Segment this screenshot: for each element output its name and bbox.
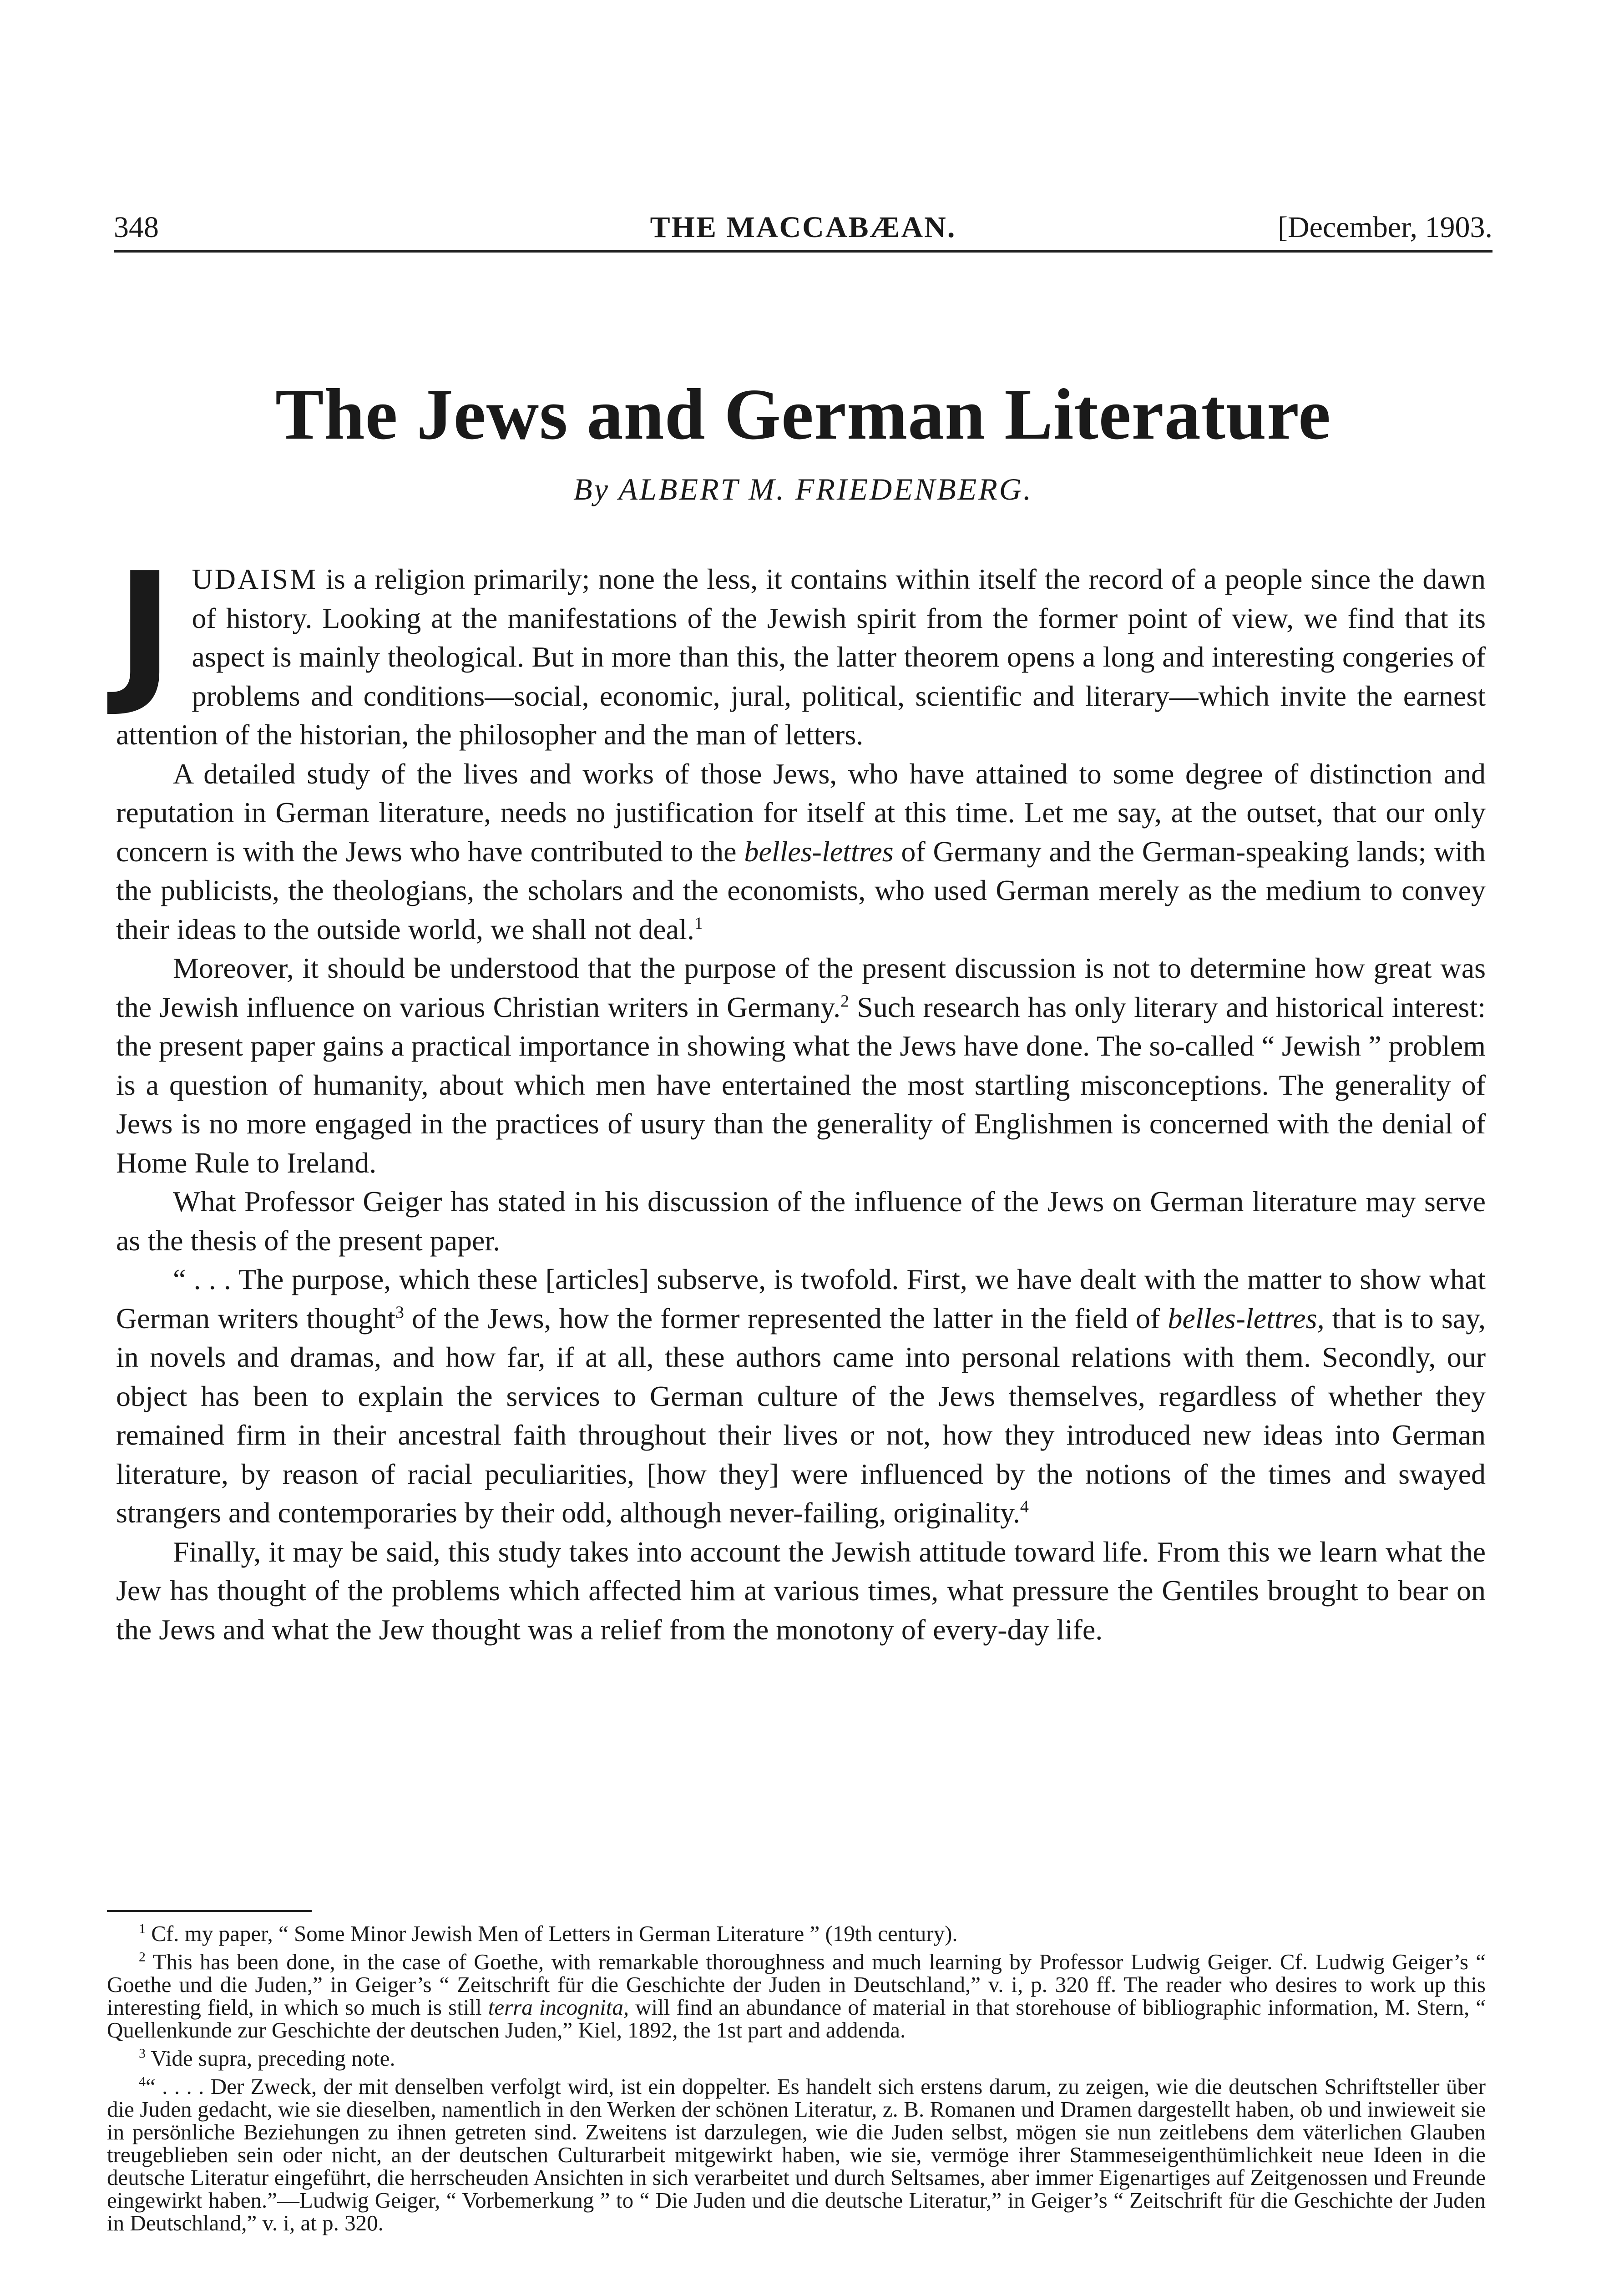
footnote-text: will find an abundance of material in that storehouse of bibliographic information, M. Stern, “ Quellenkunde zur Geschichte der deutschen Juden,” Kiel, 1892, the 1st part and addenda.	[107, 1995, 1486, 2042]
emphasis: terra incognita,	[488, 1995, 629, 2020]
footnotes	[107, 1922, 1486, 2240]
footnote-1	[107, 1922, 1486, 1945]
emphasis: belles-lettres,	[1168, 1302, 1325, 1335]
article-title: The Jews and German Literature	[275, 374, 1331, 455]
paragraph-text: that is to say, in novels and dramas, and how far, if at all, these authors came into personal relations with them. Secondly, our object has been to explain the services to German culture of the Jews themselves, regardless of whether they remained firm in their ancestral faith throughout their lives or not, how they introduced new ideas into German literature, by reason of racial peculiarities, [how they] were influenced by the notions of the times and swayed strangers and contemporaries by their odd, although never-failing, originality.	[116, 1302, 1486, 1529]
paragraph-text: A detailed study of the lives and works of those Jews, who have attained to some degree of distinction and reputation in German literature, needs no justification for itself at this time. Let me say, at the outset, that our only concern is with the Jews who have contributed to the	[116, 757, 1486, 868]
author-name: ALBERT M. FRIEDENBERG.	[618, 472, 1033, 506]
paragraph-text: “ . . . The purpose, which these [articles] subserve, is twofold. First, we have dealt with the matter to show what German writers thought	[116, 1263, 1486, 1335]
footnote-ref[interactable]: 2	[840, 991, 850, 1011]
footnote-marker: 3	[139, 2046, 146, 2061]
footnote-4	[107, 2075, 1486, 2235]
paragraph-text: What Professor Geiger has stated in his discussion of the influence of the Jews on German literature may serve as the thesis of the present paper.	[116, 1185, 1486, 1257]
issue-date: [December, 1903.	[1278, 211, 1492, 244]
page-number: 348	[114, 211, 159, 244]
paragraph-text: of the Jews, how the former represented the latter in the field of	[404, 1302, 1168, 1335]
footnote-ref[interactable]: 3	[395, 1303, 404, 1322]
paragraph-4	[116, 1182, 1486, 1260]
paragraph-1	[116, 540, 1486, 754]
drop-cap: J	[116, 540, 174, 720]
article-body	[116, 540, 1486, 1649]
journal-title: THE MACCABÆAN.	[650, 211, 956, 244]
lead-in: UDAISM	[192, 563, 318, 595]
footnote-text: Cf. my paper, “ Some Minor Jewish Men of Letters in German Literature ” (19th century).	[146, 1921, 958, 1946]
footnote-2	[107, 1951, 1486, 2042]
paragraph-6	[116, 1532, 1486, 1649]
byline-prefix: By	[573, 472, 610, 506]
footnote-marker: 4	[139, 2074, 146, 2089]
footnote-ref[interactable]: 4	[1020, 1497, 1029, 1517]
footnote-marker: 1	[139, 1921, 146, 1936]
footnote-ref[interactable]: 1	[694, 914, 703, 933]
paragraph-text: Finally, it may be said, this study takes into account the Jewish attitude toward life. From this we learn what the Jew has thought of the problems which affected him at various times, what pressure the Gentiles brought to bear on the Jews and what the Jew thought was a relief from the monotony of every-day life.	[116, 1535, 1486, 1646]
paragraph-text: Moreover, it should be understood that the purpose of the present discussion is not to determine how great was the Jewish influence on various Christian writers in Germany.	[116, 952, 1486, 1023]
paragraph-text: of Germany and the German-speaking lands; with the publicists, the theologians, the scholars and the economists, who used German merely as the medium to convey their ideas to the outside world, we shall not deal.	[116, 835, 1486, 945]
footnote-text: Vide supra, preceding note.	[146, 2046, 395, 2071]
emphasis: belles-lettres	[744, 835, 894, 868]
paragraph-2	[116, 754, 1486, 949]
paragraph-3	[116, 949, 1486, 1182]
footnote-text: “ . . . . Der Zweck, der mit denselben verfolgt wird, ist ein doppelter. Es handelt sich erstens darum, zu zeigen, wie die deutschen Schriftsteller über die Juden gedacht, wie sie dieselben, namentlich in den Werken der schönen Literatur, z. B. Romanen und Dramen dargestellt haben, ob und inwieweit sie in persönliche Beziehungen zu ihnen getreten sind. Zweitens ist darzulegen, wie die Juden selbst, mögen sie nun zeitlebens dem väterlichen Glauben treugeblieben sein oder nicht, an der deutschen Culturarbeit mitgewirkt haben, wie sie, vermöge ihrer Stammeseigenthümlichkeit neue Ideen in die deutsche Literatur eingeführt, die herrscheuden Ansichten in sich verarbeitet und durch Seltsames, aber immer Eigenartiges auf Zeitgenossen und Freunde eingewirkt haben.”—Ludwig Geiger, “ Vorbemerkung ” to “ Die Juden und die deutsche Literatur,” in Geiger’s “ Zeitschrift für die Geschichte der Juden in Deutschland,” v. i, at p. 320.	[107, 2074, 1486, 2235]
paragraph-text: Such research has only literary and historical interest: the present paper gains a practical importance in showing what the Jews have done. The so-called “ Jewish ” problem is a question of humanity, about which men have entertained the most startling misconceptions. The generality of Jews is no more engaged in the practices of usury than the generality of Englishmen is concerned with the denial of Home Rule to Ireland.	[116, 991, 1486, 1179]
footnote-text: This has been done, in the case of Goethe, with remarkable thoroughness and much learning by Professor Ludwig Geiger. Cf. Ludwig Geiger’s “ Goethe und die Juden,” in Geiger’s “ Zeitschrift für die Geschichte der Juden in Deutschland,” v. i, p. 320 ff. The reader who desires to work up this interesting field, in which so much is still	[107, 1949, 1486, 2020]
footnote-3	[107, 2047, 1486, 2070]
paragraph-5-quotation	[116, 1260, 1486, 1532]
running-header	[114, 200, 1492, 253]
paragraph-text: is a religion primarily; none the less, it contains within itself the record of a people since the dawn of history. Looking at the manifestations of the Jewish spirit from the former point of view, we find that its aspect is mainly theological. But in more than this, the latter theorem opens a long and interesting congeries of problems and conditions—social, economic, jural, political, scientific and literary—which invite the earnest attention of the historian, the philosopher and the man of letters.	[116, 563, 1486, 751]
footnote-divider	[107, 1910, 312, 1912]
footnote-marker: 2	[139, 1949, 146, 1965]
byline	[114, 469, 1492, 510]
